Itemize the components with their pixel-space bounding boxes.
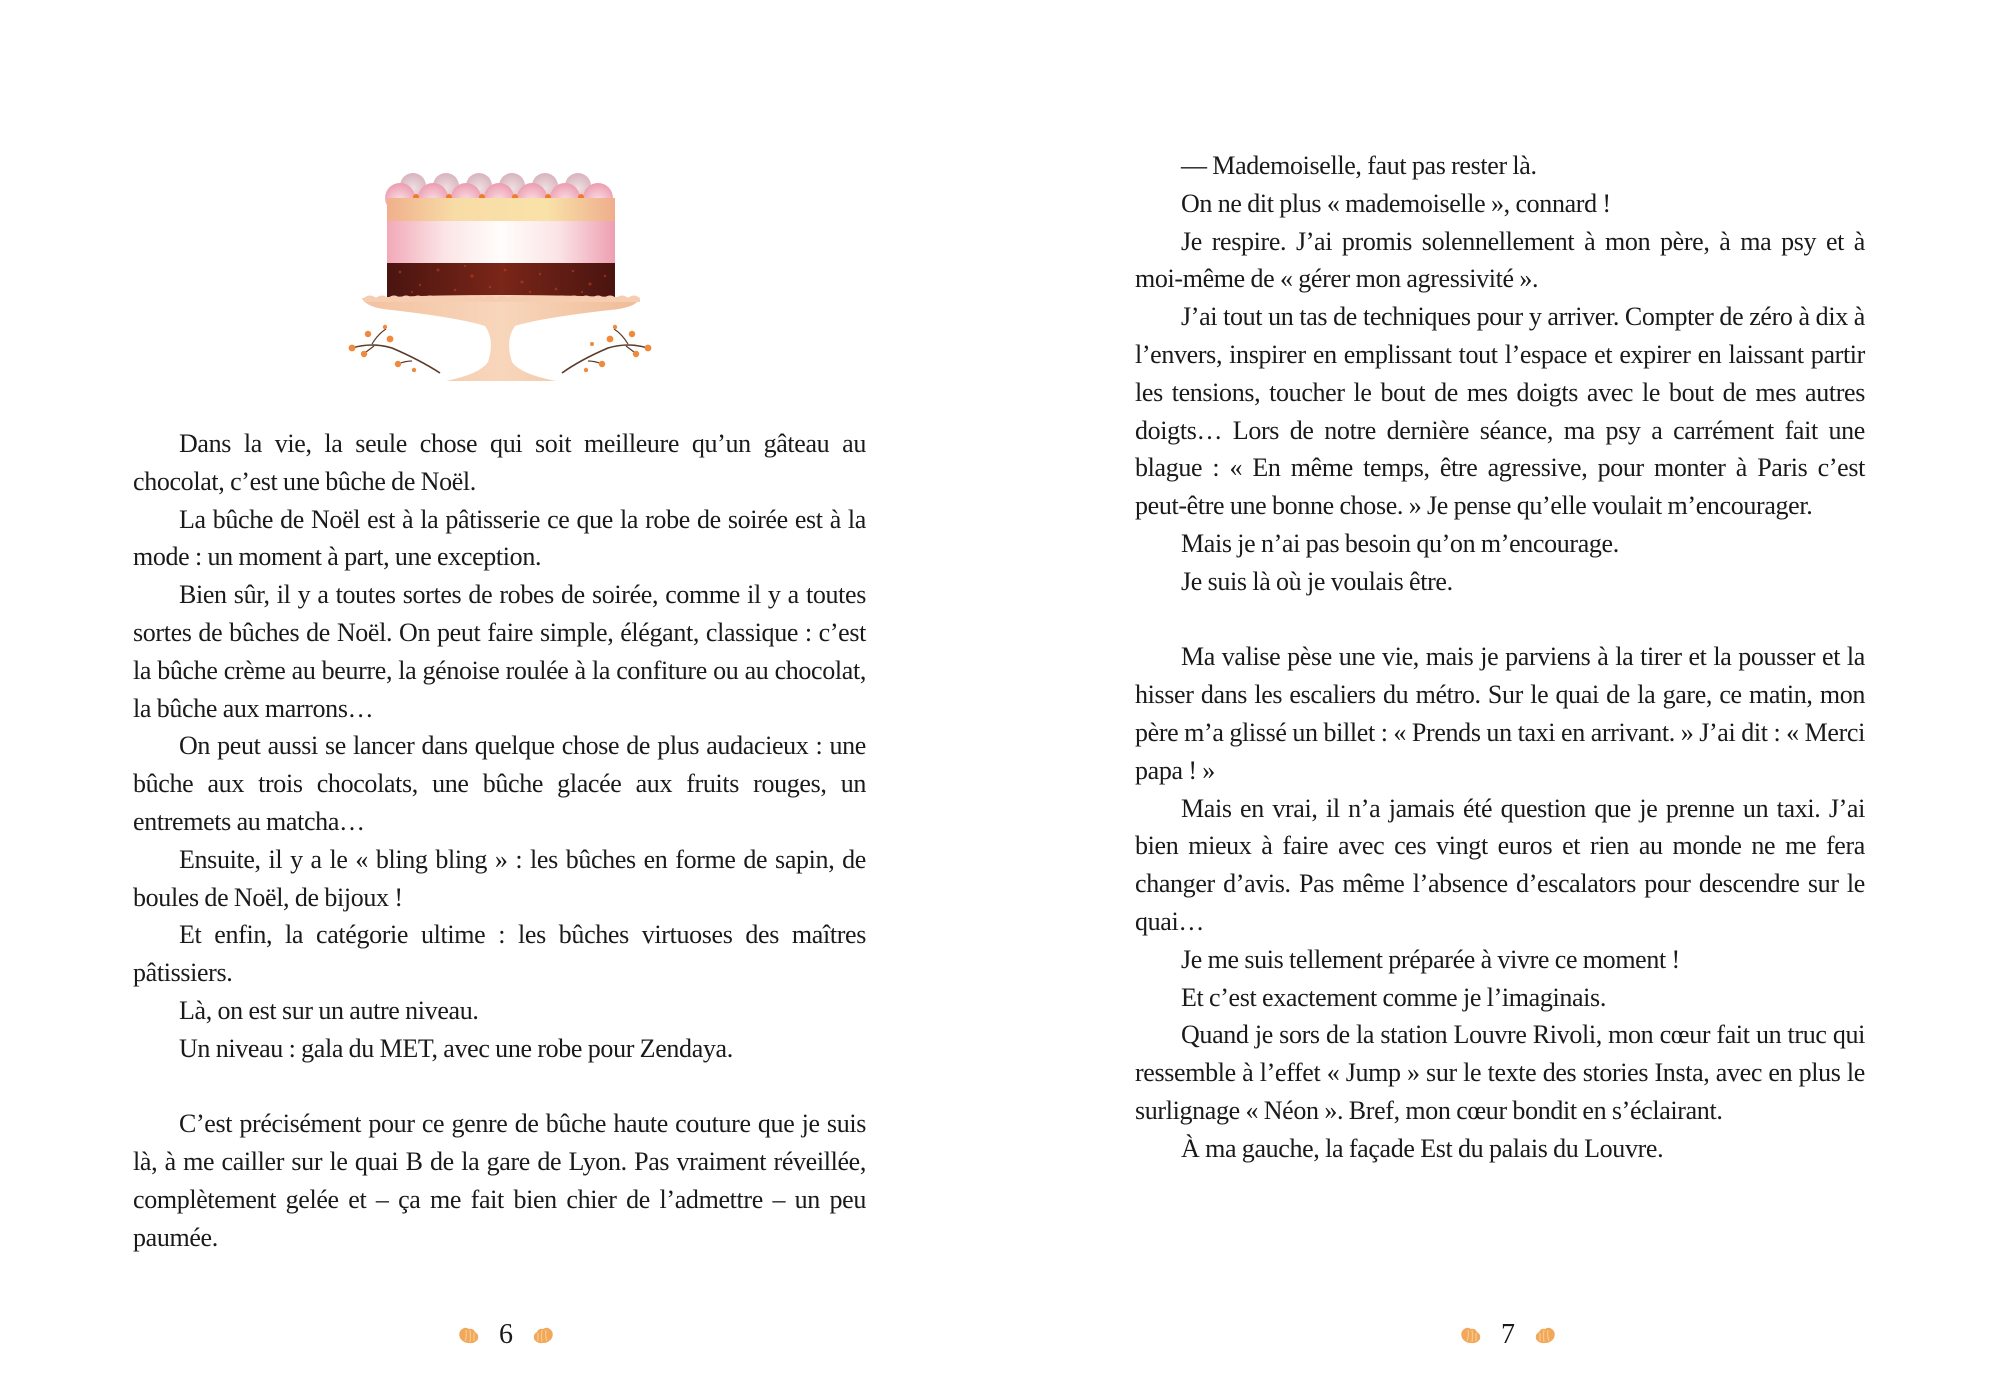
section-break [1135,601,1865,639]
right-page-text [1135,147,1865,1168]
paragraph: C’est précisément pour ce genre de bûche haute couture que je suis là, à me cailler sur le quai B de la gare de Lyon. Pas vraiment réveillée, complètement gelée et – ça me fait bien chier de l’admettre – un peu paumée. [133,1109,866,1252]
paragraph: Là, on est sur un autre niveau. [179,995,479,1025]
paragraph: Je respire. J’ai promis solennellement à mon père, à ma psy et à moi-même de « gérer mon agressivité ». [1135,226,1865,294]
right-page [1000,0,2000,1400]
croissant-right-icon [529,1324,555,1346]
section-break [133,1068,866,1106]
page-number-right [1459,1318,1557,1352]
paragraph: À ma gauche, la façade Est du palais du Louvre. [1181,1133,1664,1163]
paragraph: Ma valise pèse une vie, mais je parviens à la tirer et la pousser et la hisser dans les escaliers du métro. Sur le quai de la gare, ce matin, mon père m’a glissé un billet : « Prends un taxi en arrivant. » J’ai dit : « Merci papa ! » [1135,642,1865,785]
paragraph: Dans la vie, la seule chose qui soit meilleure qu’un gâteau au chocolat, c’est une bûche de Noël. [133,429,866,496]
page-number-left [457,1318,555,1352]
paragraph: Bien sûr, il y a toutes sortes de robes de soirée, comme il y a toutes sortes de bûches de Noël. On peut faire simple, élégant, classique : c’est la bûche crème au beurre, la génoise roulée à la confiture ou au chocolat, la bûche aux marrons… [133,580,866,723]
paragraph: Un niveau : gala du MET, avec une robe pour Zendaya. [179,1033,733,1063]
paragraph: — Mademoiselle, faut pas rester là. [1181,151,1537,180]
croissant-left-icon [457,1324,483,1346]
paragraph: Et enfin, la catégorie ultime : les bûches virtuoses des maîtres pâtissiers. [133,920,866,988]
cake-illustration-icon [340,165,660,390]
paragraph: Je me suis tellement préparée à vivre ce moment ! [1181,944,1680,974]
paragraph: Et c’est exactement comme je l’imaginais. [1181,982,1606,1012]
paragraph: J’ai tout un tas de techniques pour y arriver. Compter de zéro à dix à l’envers, inspirer en emplissant tout l’espace et expirer en laissant partir les tensions, toucher le bout de mes doigts avec le bout de mes autres doigts… Lors de notre dernière séance, ma psy a carrément fait une blague : « En même temps, être agressive, pour monter à Paris c’est peut-être une bonne chose. » Je pense qu’elle voulait m’encourager. [1135,302,1865,521]
paragraph: Mais je n’ai pas besoin qu’on m’encourage. [1181,528,1619,558]
paragraph: On ne dit plus « mademoiselle », connard ! [1181,188,1611,218]
left-page-text [133,425,866,1257]
paragraph: La bûche de Noël est à la pâtisserie ce que la robe de soirée est à la mode : un moment à part, une exception. [133,504,866,572]
page-number: 7 [1501,1319,1515,1350]
paragraph: Je suis là où je voulais être. [1181,566,1453,596]
paragraph: Ensuite, il y a le « bling bling » : les bûches en forme de sapin, de boules de Noël, de bijoux ! [133,844,866,912]
paragraph: On peut aussi se lancer dans quelque chose de plus audacieux : une bûche aux trois chocolats, une bûche glacée aux fruits rouges, un entremets au matcha… [133,731,866,836]
croissant-left-icon [1459,1324,1485,1346]
paragraph: Mais en vrai, il n’a jamais été question que je prenne un taxi. J’ai bien mieux à faire avec ces vingt euros et rien au monde ne me fera changer d’avis. Pas même l’absence d’escalators pour descendre sur le quai… [1135,793,1865,936]
croissant-right-icon [1531,1324,1557,1346]
paragraph: Quand je sors de la station Louvre Rivoli, mon cœur fait un truc qui ressemble à l’effet « Jump » sur le texte des stories Insta, avec en plus le surlignage « Néon ». Bref, mon cœur bondit en s’éclairant. [1135,1020,1865,1125]
page-number: 6 [499,1319,513,1350]
